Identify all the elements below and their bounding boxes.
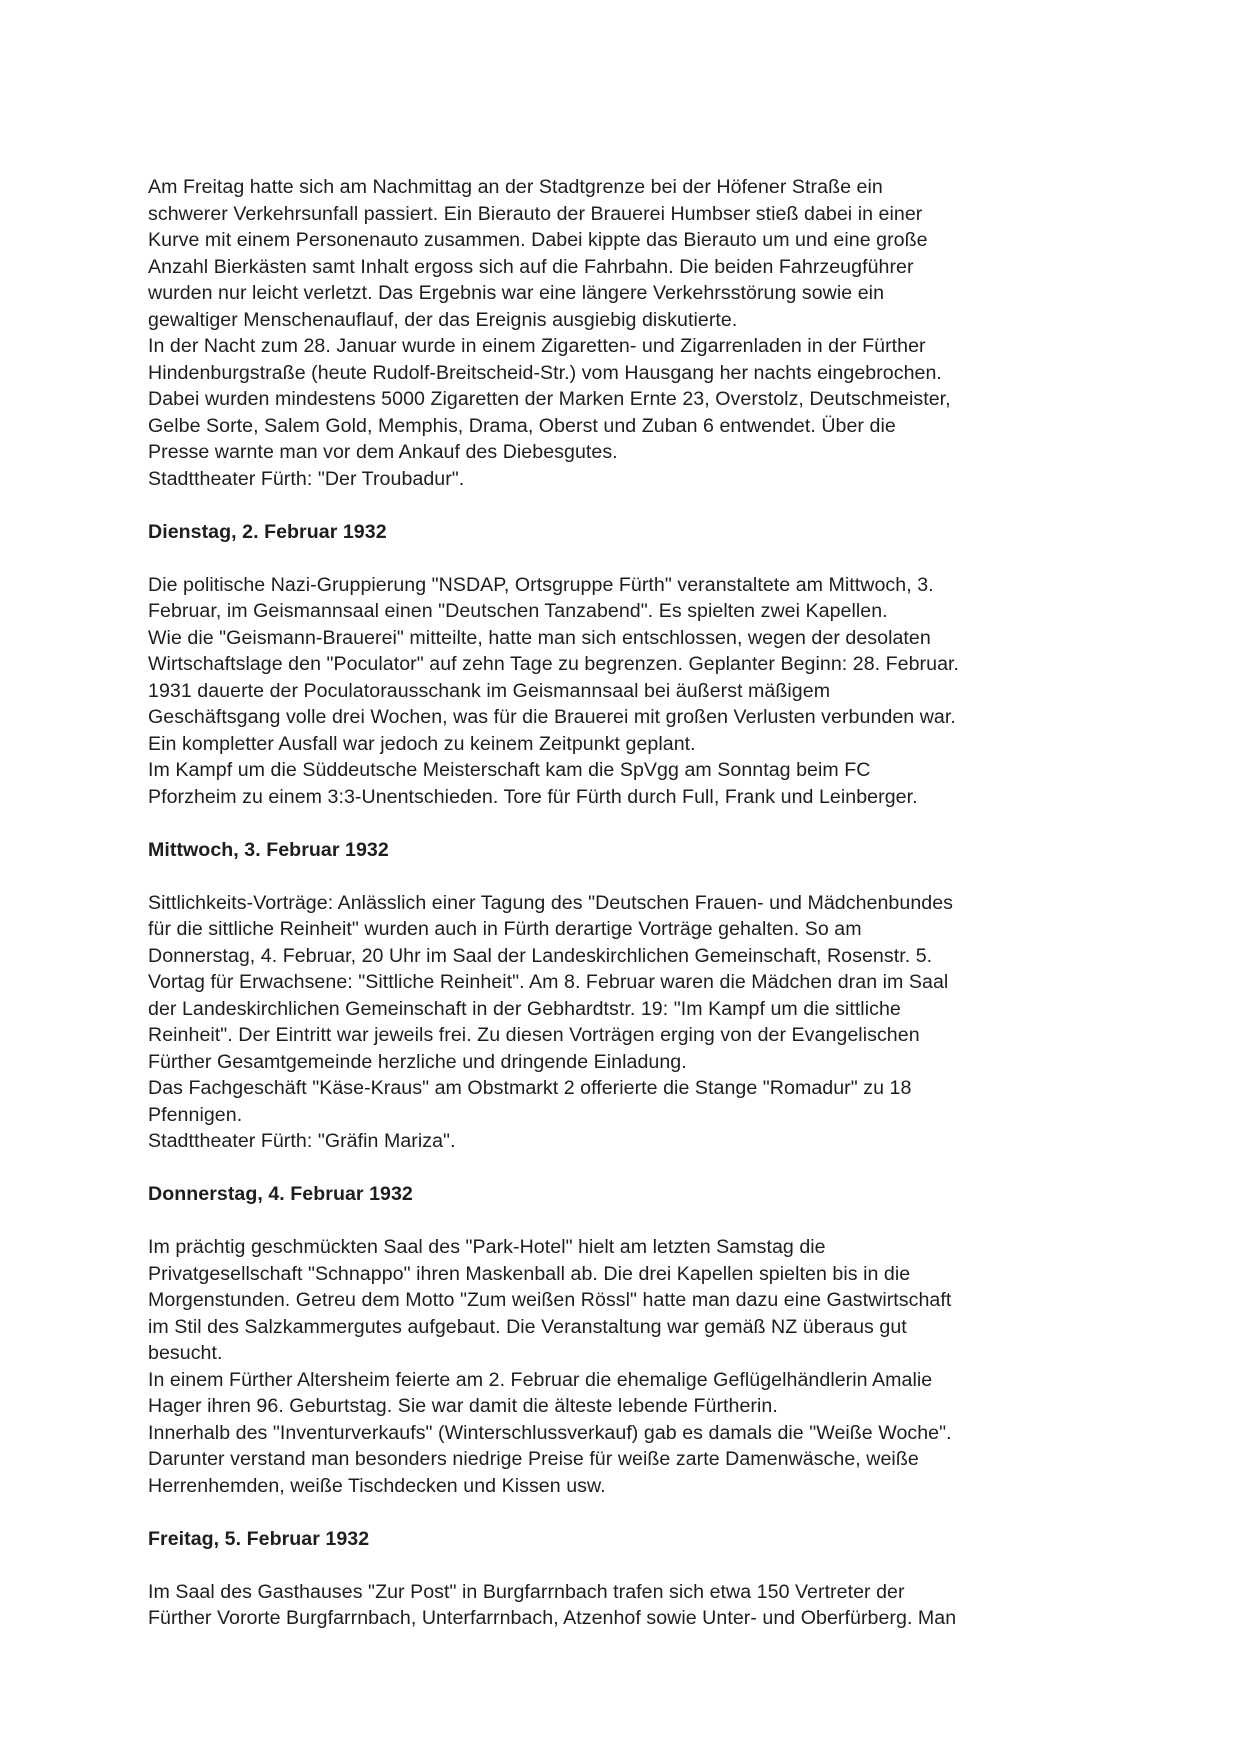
spacer xyxy=(148,492,1098,519)
text-line: Wie die "Geismann-Brauerei" mitteilte, hatte man sich entschlossen, wegen der desolaten xyxy=(148,626,931,649)
text-line: Pforzheim zu einem 3:3-Unentschieden. Tore für Fürth durch Full, Frank und Leinberger. xyxy=(148,785,918,808)
spacer xyxy=(148,1499,1098,1526)
text-line: Wirtschaftslage den "Poculator" auf zehn Tage zu begrenzen. Geplanter Beginn: 28. Februar. xyxy=(148,653,959,675)
text-line: Kurve mit einem Personenauto zusammen. Dabei kippte das Bierauto um und eine große xyxy=(148,229,928,251)
text-line: Stadttheater Fürth: "Gräfin Mariza". xyxy=(148,1130,456,1152)
text-line: Die politische Nazi-Gruppierung "NSDAP, Ortsgruppe Fürth" veranstaltete am Mittwoch, 3. xyxy=(148,573,934,596)
text-line: Fürther Gesamtgemeinde herzliche und dringende Einladung. xyxy=(148,1050,687,1073)
text-line: Pfennigen. xyxy=(148,1103,243,1126)
section-freitag xyxy=(148,1526,1098,1632)
text-line: für die sittliche Reinheit" wurden auch in Fürth derartige Vorträge gehalten. So am xyxy=(148,918,862,940)
spacer xyxy=(148,810,1098,837)
text-line: wurden nur leicht verletzt. Das Ergebnis war eine längere Verkehrsstörung sowie ein xyxy=(148,282,885,304)
text-line: Im Kampf um die Süddeutsche Meisterschaft kam die SpVgg am Sonntag beim FC xyxy=(148,759,871,781)
text-line: Donnerstag, 4. Februar, 20 Uhr im Saal der Landeskirchlichen Gemeinschaft, Rosenstr. 5. xyxy=(148,944,933,967)
text-line: Februar, im Geismannsaal einen "Deutschen Tanzabend". Es spielten zwei Kapellen. xyxy=(148,600,888,622)
text-line: schwerer Verkehrsunfall passiert. Ein Bierauto der Brauerei Humbser stieß dabei in einer xyxy=(148,202,923,225)
text-line: In der Nacht zum 28. Januar wurde in einem Zigaretten- und Zigarrenladen in der Fürther xyxy=(148,335,926,357)
spacer xyxy=(148,1155,1098,1182)
text-line: Das Fachgeschäft "Käse-Kraus" am Obstmarkt 2 offerierte die Stange "Romadur" zu 18 xyxy=(148,1077,912,1099)
text-line: der Landeskirchlichen Gemeinschaft in der Gebhardtstr. 19: "Im Kampf um die sittliche xyxy=(148,997,901,1020)
text-line: Stadttheater Fürth: "Der Troubadur". xyxy=(148,467,465,490)
intro-paragraph xyxy=(148,174,1098,492)
text-line: Im Saal des Gasthauses "Zur Post" in Burgfarrnbach trafen sich etwa 150 Vertreter der xyxy=(148,1580,905,1603)
section-heading: Mittwoch, 3. Februar 1932 xyxy=(148,838,389,861)
section-heading: Freitag, 5. Februar 1932 xyxy=(148,1527,370,1550)
text-line: Herrenhemden, weiße Tischdecken und Kissen usw. xyxy=(148,1474,606,1497)
text-line: Presse warnte man vor dem Ankauf des Diebesgutes. xyxy=(148,441,618,463)
text-line: Reinheit". Der Eintritt war jeweils frei. Zu diesen Vorträgen erging von der Evangelischen xyxy=(148,1024,920,1046)
section-donnerstag xyxy=(148,1181,1098,1499)
spacer xyxy=(148,863,1098,890)
text-line: Innerhalb des "Inventurverkaufs" (Winterschlussverkauf) gab es damals die "Weiße Woche". xyxy=(148,1421,952,1444)
section-heading: Donnerstag, 4. Februar 1932 xyxy=(148,1183,413,1205)
section-mittwoch xyxy=(148,837,1098,1155)
spacer xyxy=(148,1552,1098,1579)
text-line: Geschäftsgang volle drei Wochen, was für die Brauerei mit großen Verlusten verbunden war. xyxy=(148,706,956,728)
section-dienstag xyxy=(148,519,1098,811)
text-line: Fürther Vororte Burgfarrnbach, Unterfarrnbach, Atzenhof sowie Unter- und Oberfürberg. Man xyxy=(148,1607,957,1629)
text-line: besucht. xyxy=(148,1342,223,1364)
text-line: Privatgesellschaft "Schnappo" ihren Maskenball ab. Die drei Kapellen spielten bis in die xyxy=(148,1262,911,1285)
text-line: gewaltiger Menschenauflauf, der das Ereignis ausgiebig diskutierte. xyxy=(148,308,738,331)
text-line: Dabei wurden mindestens 5000 Zigaretten der Marken Ernte 23, Overstolz, Deutschmeister, xyxy=(148,388,951,410)
text-line: 1931 dauerte der Poculatorausschank im Geismannsaal bei äußerst mäßigem xyxy=(148,679,831,702)
text-line: Gelbe Sorte, Salem Gold, Memphis, Drama, Oberst und Zuban 6 entwendet. Über die xyxy=(148,414,896,437)
text-line: Darunter verstand man besonders niedrige Preise für weiße zarte Damenwäsche, weiße xyxy=(148,1448,919,1470)
document-page xyxy=(148,174,1098,1632)
text-line: Am Freitag hatte sich am Nachmittag an der Stadtgrenze bei der Höfener Straße ein xyxy=(148,176,883,198)
text-line: In einem Fürther Altersheim feierte am 2. Februar die ehemalige Geflügelhändlerin Amalie xyxy=(148,1368,933,1391)
text-line: Anzahl Bierkästen samt Inhalt ergoss sich auf die Fahrbahn. Die beiden Fahrzeugführer xyxy=(148,255,914,278)
section-heading: Dienstag, 2. Februar 1932 xyxy=(148,520,387,543)
text-line: Im prächtig geschmückten Saal des "Park-Hotel" hielt am letzten Samstag die xyxy=(148,1236,826,1258)
text-line: Ein kompletter Ausfall war jedoch zu keinem Zeitpunkt geplant. xyxy=(148,732,696,755)
spacer xyxy=(148,545,1098,572)
text-line: Hindenburgstraße (heute Rudolf-Breitscheid-Str.) vom Hausgang her nachts eingebrochen. xyxy=(148,361,942,384)
text-line: im Stil des Salzkammergutes aufgebaut. Die Veranstaltung war gemäß NZ überaus gut xyxy=(148,1315,907,1338)
text-line: Sittlichkeits-Vorträge: Anlässlich einer Tagung des "Deutschen Frauen- und Mädchenbundes xyxy=(148,891,954,914)
text-line: Hager ihren 96. Geburtstag. Sie war damit die älteste lebende Fürtherin. xyxy=(148,1395,778,1417)
text-line: Morgenstunden. Getreu dem Motto "Zum weißen Rössl" hatte man dazu eine Gastwirtschaft xyxy=(148,1289,952,1311)
spacer xyxy=(148,1208,1098,1235)
text-line: Vortag für Erwachsene: "Sittliche Reinheit". Am 8. Februar waren die Mädchen dran im Saal xyxy=(148,971,949,993)
